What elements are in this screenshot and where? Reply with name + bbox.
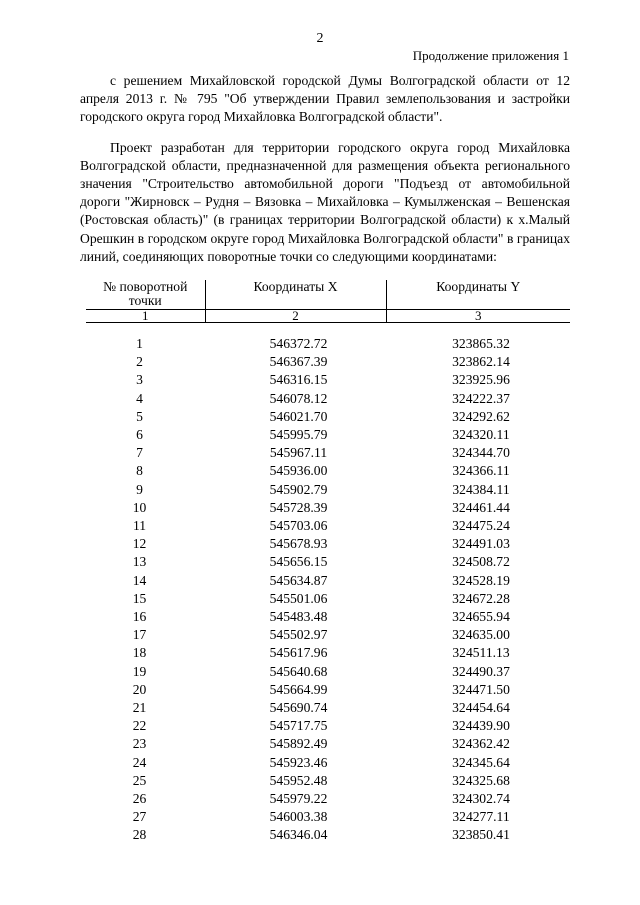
table-row <box>86 371 570 389</box>
coordinate-x-cell: 545501.06 <box>269 590 328 606</box>
point-number-cell: 24 <box>132 754 147 770</box>
coordinate-x-cell: 545952.48 <box>269 772 328 788</box>
point-number-cell: 27 <box>132 809 147 825</box>
point-number-cell: 10 <box>132 499 147 515</box>
coordinates-table <box>86 280 570 845</box>
document-body <box>80 72 570 266</box>
table-row <box>86 553 570 571</box>
coordinate-y-cell: 324439.90 <box>452 718 510 734</box>
coordinate-y-cell: 324475.24 <box>452 518 510 534</box>
coordinate-y-cell: 324366.11 <box>452 463 510 479</box>
table-row <box>86 572 570 590</box>
table-row <box>86 626 570 644</box>
column-number: 3 <box>386 310 570 323</box>
table-row <box>86 426 570 444</box>
header-coordinate-x: Координаты X <box>205 280 386 310</box>
table-row <box>86 535 570 553</box>
coordinate-x-cell: 545634.87 <box>269 572 328 588</box>
coordinate-y-cell: 324320.11 <box>452 427 510 443</box>
coordinate-y-cell: 323862.14 <box>452 354 510 370</box>
column-number-row <box>86 310 570 323</box>
coordinate-y-cell: 324528.19 <box>452 572 510 588</box>
coordinate-x-cell: 545902.79 <box>269 481 328 497</box>
paragraph-project-description: Проект разработан для территории городского округа город Михайловка Волгоградской области, предназначенной для размещения объекта регионального значения "Строительство автомобильной дороги "Подъезд от автомобильной дороги "Жирновск – Рудня – Вязовка – Михайловка – Кумылженская – Вешенская (Ростовская область)" (в границах территории Волгоградской области) к х.Малый Орешкин в городском округе город Михайловка Волгоградской области" в границах линий, соединяющих поворотные точки со следующими координатами: <box>80 139 570 264</box>
table-row <box>86 681 570 699</box>
coordinate-x-cell: 545617.96 <box>269 645 328 661</box>
point-number-cell: 11 <box>132 518 147 534</box>
table-row <box>86 444 570 462</box>
coordinate-y-cell: 324384.11 <box>452 481 510 497</box>
coordinate-y-cell: 324302.74 <box>452 791 510 807</box>
table-row <box>86 517 570 535</box>
table-row <box>86 499 570 517</box>
table-row <box>86 590 570 608</box>
coordinate-y-cell: 324508.72 <box>452 554 510 570</box>
table-row <box>86 390 570 408</box>
table-row <box>86 644 570 662</box>
table-row <box>86 717 570 735</box>
page-number: 2 <box>316 31 324 46</box>
paragraph-decision-reference: с решением Михайловской городской Думы Волгоградской области от 12 апреля 2013 г. № 795 "Об утверждении Правил землепользования и застройки городского округа город Михайловка Волгоградской области". <box>80 73 570 125</box>
coordinate-y-cell: 323925.96 <box>452 372 510 388</box>
table-header-row <box>86 280 570 310</box>
table-row <box>86 462 570 480</box>
point-number-cell: 6 <box>136 427 143 443</box>
coordinate-y-cell: 324362.42 <box>452 736 510 752</box>
coordinate-x-cell: 545703.06 <box>269 518 328 534</box>
table-row <box>86 772 570 790</box>
point-number-cell: 13 <box>132 554 147 570</box>
coordinate-y-cell: 323865.32 <box>452 336 510 351</box>
header-point-number: № поворотной точки <box>86 280 205 310</box>
table-row <box>86 790 570 808</box>
point-number-cell: 26 <box>132 791 147 807</box>
coordinate-y-cell: 324490.37 <box>452 663 510 679</box>
coordinate-x-cell: 546367.39 <box>269 354 328 370</box>
point-number-cell: 7 <box>136 445 143 461</box>
coordinate-x-cell: 545728.39 <box>269 499 328 515</box>
point-number-cell: 5 <box>136 408 143 424</box>
coordinate-x-cell: 545502.97 <box>269 627 328 643</box>
table-row <box>86 735 570 753</box>
coordinate-x-cell: 545995.79 <box>269 427 328 443</box>
point-number-cell: 25 <box>132 772 147 788</box>
point-number-cell: 21 <box>132 700 147 716</box>
coordinate-x-cell: 546078.12 <box>269 390 328 406</box>
table-row <box>86 663 570 681</box>
table-row <box>86 408 570 426</box>
coordinate-y-cell: 324491.03 <box>452 536 510 552</box>
coordinate-x-cell: 545967.11 <box>269 445 328 461</box>
point-number-cell: 19 <box>132 663 147 679</box>
table-row <box>86 699 570 717</box>
coordinate-x-cell: 545923.46 <box>269 754 328 770</box>
coordinate-y-cell: 324655.94 <box>452 609 510 625</box>
point-number-cell: 1 <box>136 336 143 351</box>
coordinate-y-cell: 324345.64 <box>452 754 510 770</box>
coordinate-x-cell: 546021.70 <box>269 408 328 424</box>
header-coordinate-y: Координаты Y <box>386 280 570 310</box>
coordinate-y-cell: 323850.41 <box>452 827 510 843</box>
coordinate-x-cell: 545690.74 <box>269 700 328 716</box>
coordinate-x-cell: 546003.38 <box>269 809 328 825</box>
coordinate-x-cell: 546316.15 <box>269 372 328 388</box>
coordinate-y-cell: 324344.70 <box>452 445 510 461</box>
table-row <box>86 335 570 353</box>
coordinate-y-cell: 324511.13 <box>452 645 510 661</box>
table-body <box>86 335 570 845</box>
column-number: 2 <box>205 310 386 323</box>
point-number-cell: 12 <box>132 536 147 552</box>
point-number-cell: 28 <box>132 827 147 843</box>
coordinate-y-cell: 324635.00 <box>452 627 510 643</box>
coordinate-y-cell: 324292.62 <box>452 408 510 424</box>
table-row <box>86 808 570 826</box>
coordinate-x-cell: 545664.99 <box>269 681 328 697</box>
table-row <box>86 826 570 844</box>
coordinate-y-cell: 324325.68 <box>452 772 510 788</box>
point-number-cell: 18 <box>132 645 147 661</box>
coordinate-x-cell: 546346.04 <box>269 827 328 843</box>
column-number: 1 <box>86 310 205 323</box>
coordinate-x-cell: 545892.49 <box>269 736 328 752</box>
coordinate-x-cell: 545678.93 <box>269 536 328 552</box>
point-number-cell: 14 <box>132 572 147 588</box>
coordinate-x-cell: 545979.22 <box>269 791 328 807</box>
table-row <box>86 481 570 499</box>
point-number-cell: 2 <box>136 354 143 370</box>
coordinate-y-cell: 324222.37 <box>452 390 510 406</box>
coordinate-x-cell: 545483.48 <box>269 609 328 625</box>
coordinate-y-cell: 324454.64 <box>452 700 510 716</box>
point-number-cell: 16 <box>132 609 147 625</box>
coordinate-x-cell: 546372.72 <box>269 336 328 351</box>
point-number-cell: 4 <box>136 390 143 406</box>
coordinate-y-cell: 324277.11 <box>452 809 510 825</box>
coordinate-y-cell: 324672.28 <box>452 590 510 606</box>
point-number-cell: 8 <box>136 463 143 479</box>
point-number-cell: 3 <box>136 372 143 388</box>
coordinate-x-cell: 545656.15 <box>269 554 328 570</box>
coordinate-x-cell: 545936.00 <box>269 463 328 479</box>
point-number-cell: 22 <box>132 718 147 734</box>
appendix-continuation-label: Продолжение приложения 1 <box>412 48 569 63</box>
table-row <box>86 754 570 772</box>
coordinate-x-cell: 545640.68 <box>269 663 328 679</box>
coordinate-x-cell: 545717.75 <box>269 718 328 734</box>
point-number-cell: 15 <box>132 590 147 606</box>
point-number-cell: 9 <box>136 481 143 497</box>
coordinate-y-cell: 324471.50 <box>452 681 510 697</box>
point-number-cell: 20 <box>132 681 147 697</box>
point-number-cell: 23 <box>132 736 147 752</box>
table-row <box>86 353 570 371</box>
table-row <box>86 608 570 626</box>
coordinate-y-cell: 324461.44 <box>452 499 510 515</box>
point-number-cell: 17 <box>132 627 147 643</box>
